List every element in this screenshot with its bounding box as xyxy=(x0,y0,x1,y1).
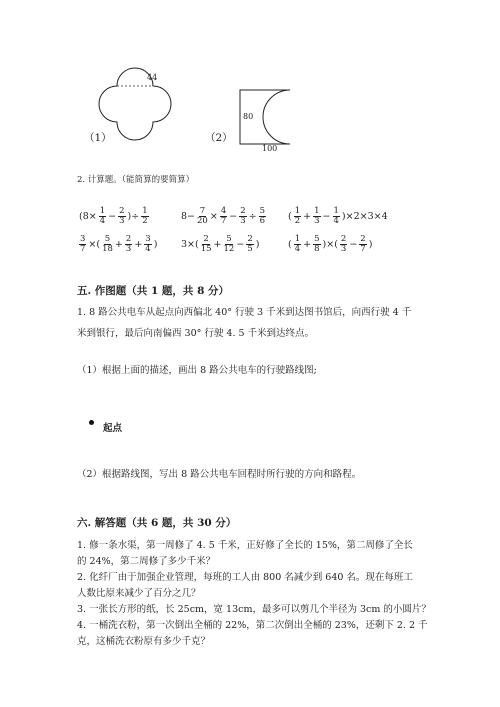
numerator: 2 xyxy=(203,234,209,244)
expr-text: − xyxy=(108,210,117,222)
denominator: 7 xyxy=(80,243,86,254)
expr-text: ( xyxy=(288,210,292,222)
expr-text: ÷ xyxy=(248,210,257,222)
expr-text: 3×( xyxy=(181,238,199,250)
expr-text: 8− xyxy=(181,210,196,222)
expression xyxy=(287,235,373,254)
numerator: 5 xyxy=(259,206,266,216)
numerator: 1 xyxy=(314,206,320,216)
expr-text: + xyxy=(303,238,312,250)
fraction xyxy=(259,207,266,226)
calc-heading: 2. 计算题。（能简算的要简算） xyxy=(77,175,195,185)
expr-text: × xyxy=(209,210,218,222)
section-6-line: 的 24%，第二周修了多少千米？ xyxy=(77,556,216,567)
numerator: 1 xyxy=(333,206,339,216)
figure-1-value: 44 xyxy=(147,73,158,82)
section-6-line: 4. 一桶洗衣粉，第一次倒出全桶的 22%，第二次倒出全桶的 23%，还剩下 2. 2 千 xyxy=(77,620,428,631)
fraction xyxy=(144,235,151,254)
fraction xyxy=(79,235,86,254)
fraction xyxy=(224,235,235,254)
section-6-line: 3. 一张长方形的纸，长 25cm，宽 13cm，最多可以剪几个半径为 3cm 的小圆片？ xyxy=(77,604,431,615)
expression xyxy=(180,207,267,226)
numerator: 3 xyxy=(80,234,86,244)
numerator: 2 xyxy=(360,234,366,244)
numerator: 5 xyxy=(104,234,111,244)
fraction xyxy=(141,207,148,226)
denominator: 7 xyxy=(220,215,227,226)
denominator: 20 xyxy=(197,215,208,226)
expression xyxy=(287,207,389,226)
fraction xyxy=(313,207,320,226)
denominator: 5 xyxy=(247,243,253,254)
denominator: 4 xyxy=(333,215,339,226)
expression xyxy=(180,235,260,254)
expr-text: )×( xyxy=(322,238,338,250)
denominator: 3 xyxy=(340,243,347,254)
expr-text: + xyxy=(134,238,143,250)
denominator: 2 xyxy=(294,215,301,226)
denominator: 3 xyxy=(240,215,246,226)
expr-text: − xyxy=(229,210,238,222)
expr-text: − xyxy=(349,238,358,250)
expr-text: − xyxy=(236,238,245,250)
section-6-line: 克，这桶洗衣粉原有多少千克？ xyxy=(77,636,211,647)
fraction xyxy=(246,235,253,254)
numerator: 2 xyxy=(247,234,253,244)
numerator: 2 xyxy=(125,234,132,244)
expr-text: + xyxy=(303,210,312,222)
numerator: 1 xyxy=(99,206,106,216)
expr-text: ( xyxy=(288,238,292,250)
section-6-line: 1. 修一条水渠，第一周修了 4. 5 千米，正好修了全长的 15%，第二周修了全长 xyxy=(77,540,413,551)
fraction xyxy=(102,235,113,254)
section-5-title: 五. 作图题（共 1 题，共 8 分） xyxy=(77,285,230,297)
denominator: 4 xyxy=(145,243,151,254)
numerator: 1 xyxy=(294,206,301,216)
denominator: 7 xyxy=(360,243,366,254)
denominator: 3 xyxy=(125,243,132,254)
fraction xyxy=(313,235,320,254)
denominator: 6 xyxy=(259,215,266,226)
expr-text: + xyxy=(114,238,123,250)
denominator: 12 xyxy=(223,243,235,254)
numerator: 3 xyxy=(145,234,151,244)
section-6-title: 六. 解答题（共 6 题，共 30 分） xyxy=(77,517,237,529)
denominator: 15 xyxy=(200,243,212,254)
section-5-q1-line1: 1. 8 路公共电车从起点向西偏北 40° 行驶 3 千米到达图书馆后，向西行驶 4 千 xyxy=(77,307,412,318)
denominator: 18 xyxy=(102,243,113,254)
expr-text: + xyxy=(213,238,222,250)
expression xyxy=(78,235,158,254)
numerator: 7 xyxy=(199,206,206,216)
denominator: 8 xyxy=(314,243,320,254)
section-6-line: 人数比原来减少了百分之几？ xyxy=(77,588,201,599)
numerator: 5 xyxy=(314,234,320,244)
figure-1-label: （1） xyxy=(84,132,112,144)
start-point-dot xyxy=(89,420,94,425)
numerator: 2 xyxy=(119,206,125,216)
figure-2-width: 100 xyxy=(262,144,278,153)
denominator: 3 xyxy=(119,215,125,226)
numerator: 1 xyxy=(142,206,148,216)
fraction xyxy=(201,235,212,254)
expr-text: ) xyxy=(368,238,373,250)
expr-text: − xyxy=(322,210,331,222)
fraction xyxy=(239,207,246,226)
denominator: 3 xyxy=(314,215,320,226)
numerator: 2 xyxy=(240,206,246,216)
expr-text: ×( xyxy=(88,238,101,250)
expression xyxy=(78,207,150,226)
section-5-sub2: （2）根据路线图，写出 8 路公共电车回程时所行驶的方向和路程。 xyxy=(77,469,362,480)
figure-2-height: 80 xyxy=(243,112,254,121)
section-5-q1-line2: 米到银行，最后向南偏西 30° 行驶 4. 5 千米到达终点。 xyxy=(77,328,315,339)
fraction xyxy=(197,207,208,226)
section-6-line: 2. 化纤厂由于加强企业管理，每班的工人由 800 名减少到 640 名。现在每班工 xyxy=(77,572,413,583)
fraction xyxy=(359,235,366,254)
numerator: 4 xyxy=(220,206,227,216)
start-point-label: 起点 xyxy=(103,423,123,434)
fraction xyxy=(220,207,227,226)
fraction xyxy=(99,207,106,226)
denominator: 4 xyxy=(294,243,301,254)
figure-2-label: （2） xyxy=(205,132,233,144)
fraction xyxy=(340,235,347,254)
numerator: 1 xyxy=(294,234,301,244)
fraction xyxy=(294,235,301,254)
fraction xyxy=(294,207,301,226)
denominator: 4 xyxy=(99,215,106,226)
fraction xyxy=(333,207,340,226)
expr-text: )÷ xyxy=(127,210,140,222)
section-5-sub1: （1）根据上面的描述，画出 8 路公共电车的行驶路线图; xyxy=(77,365,317,376)
fraction xyxy=(125,235,132,254)
fraction xyxy=(118,207,125,226)
expr-text: ) xyxy=(153,238,158,250)
expr-text: )×2×3×4 xyxy=(341,210,388,222)
numerator: 2 xyxy=(340,234,347,244)
expr-text: (8× xyxy=(79,210,97,222)
expr-text: ) xyxy=(255,238,260,250)
denominator: 2 xyxy=(142,215,148,226)
numerator: 5 xyxy=(226,234,232,244)
